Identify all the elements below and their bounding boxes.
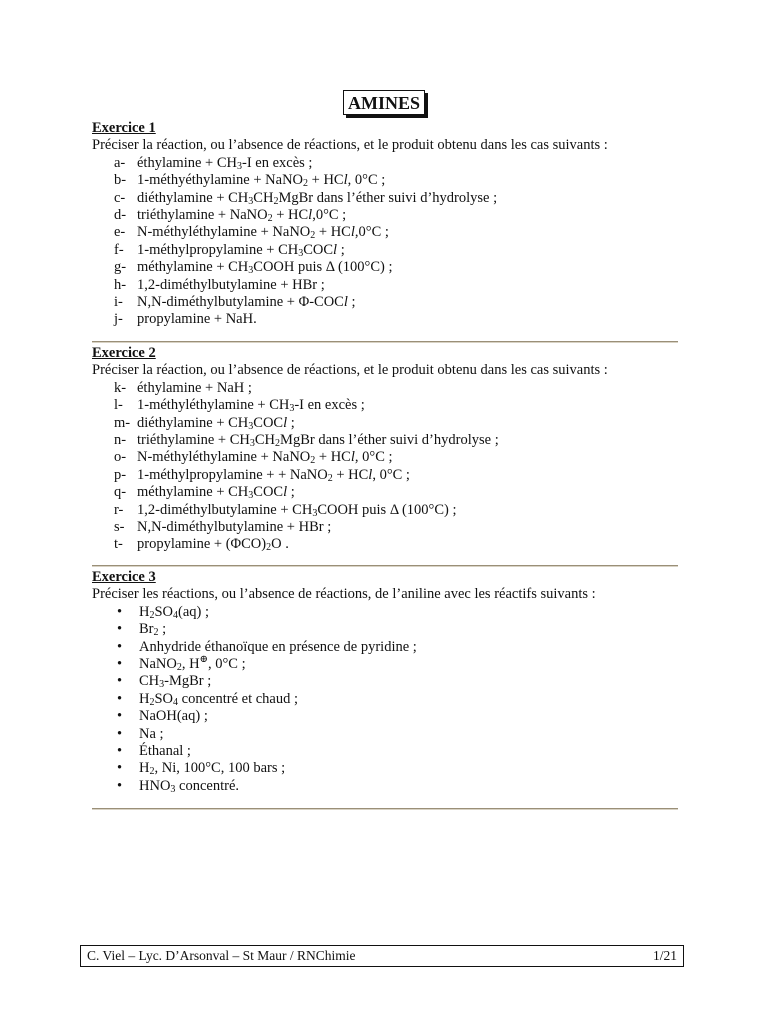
list-item <box>92 484 682 501</box>
list-item <box>92 621 682 638</box>
list-item <box>92 190 682 207</box>
item-label: l- <box>114 397 123 414</box>
list-item <box>92 467 682 484</box>
item-text: triéthylamine + NaNO$_2$ + HCl,0°C ; <box>137 207 347 225</box>
item-text: N-méthyléthylamine + NaNO$_2$ + HCl,0°C ; <box>137 224 389 242</box>
list-item <box>92 691 682 708</box>
title-wrapper <box>0 90 768 115</box>
exercise-3-list <box>92 604 682 795</box>
item-label: c- <box>114 189 126 206</box>
separator-1 <box>92 341 678 343</box>
list-item <box>92 536 682 553</box>
item-label: n- <box>114 432 127 449</box>
list-item <box>92 604 682 621</box>
exercise-1 <box>92 120 682 329</box>
item-text: N,N-diméthylbutylamine + Φ-COCl ; <box>137 294 356 311</box>
item-label: b- <box>114 172 127 189</box>
item-text: 1-méthylpropylamine + $CH_3COCl$ ; <box>137 241 345 259</box>
list-item <box>92 656 682 673</box>
item-text: Éthanal ; <box>139 743 191 760</box>
list-item <box>92 155 682 172</box>
item-text: N,N-diméthylbutylamine + HBr ; <box>137 519 332 536</box>
list-item <box>92 259 682 276</box>
item-label: a- <box>114 154 126 171</box>
list-item <box>92 449 682 466</box>
item-text: $HNO_3$ concentré. <box>139 777 240 795</box>
list-item <box>92 294 682 311</box>
item-label: t- <box>114 536 123 553</box>
list-item <box>92 726 682 743</box>
item-label: h- <box>114 276 127 293</box>
item-text: Anhydride éthanoïque en présence de pyridine ; <box>139 638 417 655</box>
list-item <box>92 778 682 795</box>
item-label: j- <box>114 311 123 328</box>
item-text: $H_2$, Ni, 100°C, 100 bars ; <box>139 760 286 778</box>
item-text: méthylamine + $CH_3COCl$ ; <box>137 484 295 502</box>
list-item <box>92 172 682 189</box>
item-label: p- <box>114 466 127 483</box>
list-item <box>92 415 682 432</box>
list-item <box>92 708 682 725</box>
exercise-1-list <box>92 155 682 329</box>
item-label: s- <box>114 519 125 536</box>
item-text: propylamine + NaH. <box>137 311 257 328</box>
list-item <box>92 502 682 519</box>
item-label: f- <box>114 241 124 258</box>
item-text: NaNO$_2$, H⊕, 0°C ; <box>139 654 246 674</box>
item-text: 1,2-diméthylbutylamine + $CH_3COOH$ puis Δ (100°C) ; <box>137 501 457 519</box>
document-title: AMINES <box>343 90 425 115</box>
item-text: diéthylamine + $CH_3COCl$ ; <box>137 414 295 432</box>
item-label: r- <box>114 501 124 518</box>
list-item <box>92 242 682 259</box>
footer-author: C. Viel – Lyc. D’Arsonval – St Maur / RNChimie <box>87 948 356 963</box>
list-item <box>92 224 682 241</box>
item-label: q- <box>114 484 127 501</box>
item-text: diéthylamine + $CH_3CH_2MgBr$ dans l’éther suivi d’hydrolyse ; <box>137 189 498 207</box>
list-item <box>92 673 682 690</box>
item-text: $Br_2$ ; <box>139 621 167 639</box>
list-item <box>92 207 682 224</box>
item-text: $H_2SO_4(aq)$ ; <box>139 603 210 621</box>
exercise-3 <box>92 569 682 795</box>
list-item <box>92 432 682 449</box>
item-text: Na ; <box>139 725 164 742</box>
separator-2 <box>92 565 678 567</box>
item-text: $H_2SO_4$ concentré et chaud ; <box>139 690 298 708</box>
item-label: o- <box>114 449 127 466</box>
item-text: 1-méthylpropylamine + + NaNO$_2$ + HCl, 0°C ; <box>137 466 410 484</box>
item-label: e- <box>114 224 126 241</box>
item-text: 1-méthyéthylamine + NaNO$_2$ + HCl, 0°C ; <box>137 172 386 190</box>
list-item <box>92 760 682 777</box>
item-label: g- <box>114 259 127 276</box>
exercise-3-intro: Préciser les réactions, ou l’absence de réactions, de l’aniline avec les réactifs suivants : <box>92 586 596 603</box>
item-label: k- <box>114 379 127 396</box>
list-item <box>92 743 682 760</box>
item-label: m- <box>114 414 131 431</box>
item-text: N-méthyléthylamine + NaNO$_2$ + HCl, 0°C ; <box>137 449 393 467</box>
list-item <box>92 639 682 656</box>
list-item <box>92 380 682 397</box>
item-text: éthylamine + $CH_3-I$ en excès ; <box>137 154 313 172</box>
footer-page-number: 1/21 <box>652 948 677 963</box>
list-item <box>92 397 682 414</box>
exercise-1-intro: Préciser la réaction, ou l’absence de réactions, et le produit obtenu dans les cas suivants : <box>92 137 608 154</box>
item-text: méthylamine + $CH_3COOH$ puis Δ (100°C) ; <box>137 259 393 277</box>
item-label: i- <box>114 294 123 311</box>
page-footer <box>80 945 684 967</box>
item-label: d- <box>114 207 127 224</box>
list-item <box>92 311 682 328</box>
item-text: NaOH(aq) ; <box>139 708 208 725</box>
exercise-2-intro: Préciser la réaction, ou l’absence de réactions, et le produit obtenu dans les cas suivants : <box>92 362 608 379</box>
exercise-1-heading: Exercice 1 <box>92 120 156 136</box>
list-item <box>92 277 682 294</box>
exercise-2-heading: Exercice 2 <box>92 345 156 361</box>
list-item <box>92 519 682 536</box>
exercise-3-heading: Exercice 3 <box>92 569 156 585</box>
item-text: 1-méthyléthylamine + $CH_3-I$ en excès ; <box>137 397 365 415</box>
exercise-2 <box>92 345 682 554</box>
exercise-2-list <box>92 380 682 554</box>
item-text: $CH_3$-MgBr ; <box>139 673 212 691</box>
item-text: 1,2-diméthylbutylamine + HBr ; <box>137 276 325 293</box>
item-text: triéthylamine + $CH_3CH_2MgBr$ dans l’éther suivi d’hydrolyse ; <box>137 432 499 450</box>
item-text: propylamine + $(\Phi CO)_2O$ . <box>137 536 289 554</box>
item-text: éthylamine + NaH ; <box>137 379 252 396</box>
separator-3 <box>92 808 678 810</box>
